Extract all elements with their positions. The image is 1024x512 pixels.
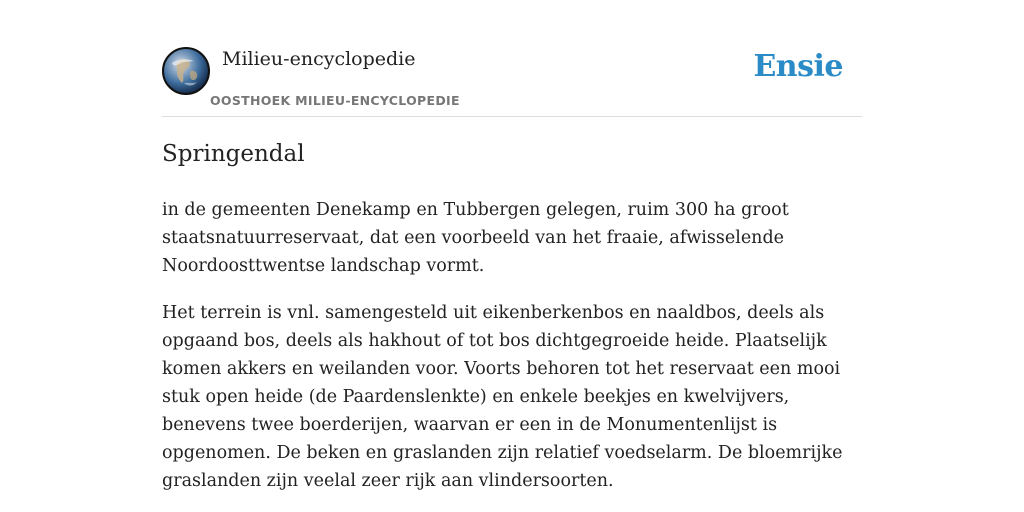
site-subtitle: OOSTHOEK MILIEU-ENCYCLOPEDIE: [210, 93, 460, 108]
site-name[interactable]: Milieu-encyclopedie: [222, 48, 416, 70]
site-header: [162, 44, 862, 117]
article-title: Springendal: [162, 141, 305, 167]
article-paragraph: in de gemeenten Denekamp en Tubbergen gelegen, ruim 300 ha groot staatsnatuurreservaat, dat een voorbeeld van het fraaie, afwisselende Noordoosttwentse landschap vormt.: [162, 200, 789, 276]
article: [162, 138, 862, 495]
earth-globe-icon[interactable]: [162, 47, 210, 95]
article-paragraph: Het terrein is vnl. samengesteld uit eikenberkenbos en naaldbos, deels als opgaand bos, deels als hakhout of tot bos dichtgegroeide heide. Plaatselijk komen akkers en weilanden voor. Voorts behoren tot het reservaat een mooi stuk open heide (de Paardenslenkte) en enkele beekjes en kwelvijvers, benevens twee boerderijen, waarvan er een in de Monumentenlijst is opgenomen. De beken en graslanden zijn relatief voedselarm. De bloemrijke graslanden zijn veelal zeer rijk aan vlindersoorten.: [162, 303, 843, 491]
ensie-logo-link[interactable]: Ensie: [753, 49, 843, 84]
